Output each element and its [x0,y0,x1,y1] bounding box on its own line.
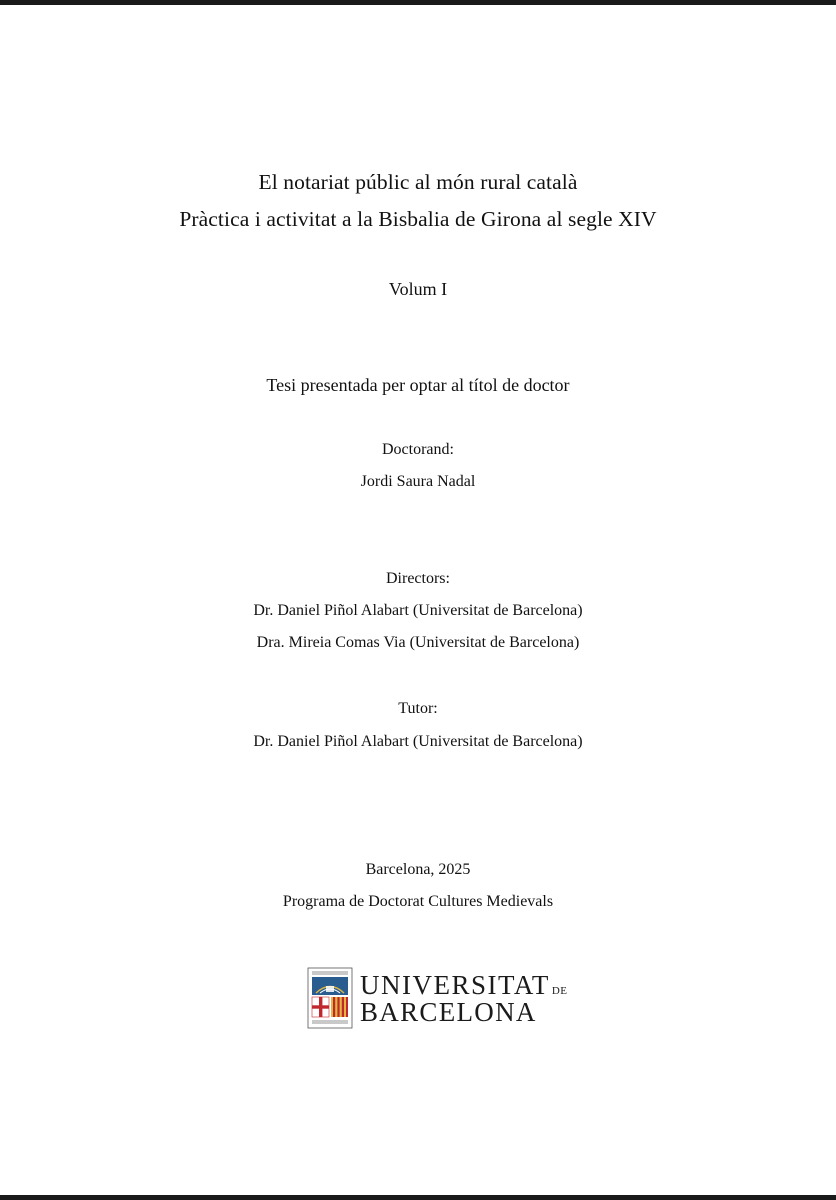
logo-word-barcelona: BARCELONA [360,997,537,1027]
director-name-1: Dr. Daniel Piñol Alabart (Universitat de Barcelona) [253,602,583,619]
thesis-title-line-2: Pràctica i activitat a la Bisbalia de Girona al segle XIV [179,207,657,231]
thesis-statement: Tesi presentada per optar al títol de doctor [266,375,570,395]
university-seal-icon [306,966,354,1030]
doctoral-program: Programa de Doctorat Cultures Medievals [282,893,554,910]
director-name-2: Dra. Mireia Comas Via (Universitat de Barcelona) [256,634,580,651]
directors-label: Directors: [386,570,450,587]
logo-word-de: DE [551,985,568,997]
bottom-edge-border [0,1195,836,1200]
logo-word-universitat: UNIVERSITAT [360,970,550,1000]
tutor-name: Dr. Daniel Piñol Alabart (Universitat de Barcelona) [253,733,583,750]
volume-label: Volum I [388,279,448,299]
candidate-label: Doctorand: [382,441,454,458]
top-edge-border [0,0,836,5]
candidate-name: Jordi Saura Nadal [360,473,476,490]
tutor-label: Tutor: [398,700,438,717]
university-logo [306,966,568,1030]
place-year: Barcelona, 2025 [365,861,471,878]
thesis-title-line-1: El notariat públic al món rural català [258,170,578,194]
